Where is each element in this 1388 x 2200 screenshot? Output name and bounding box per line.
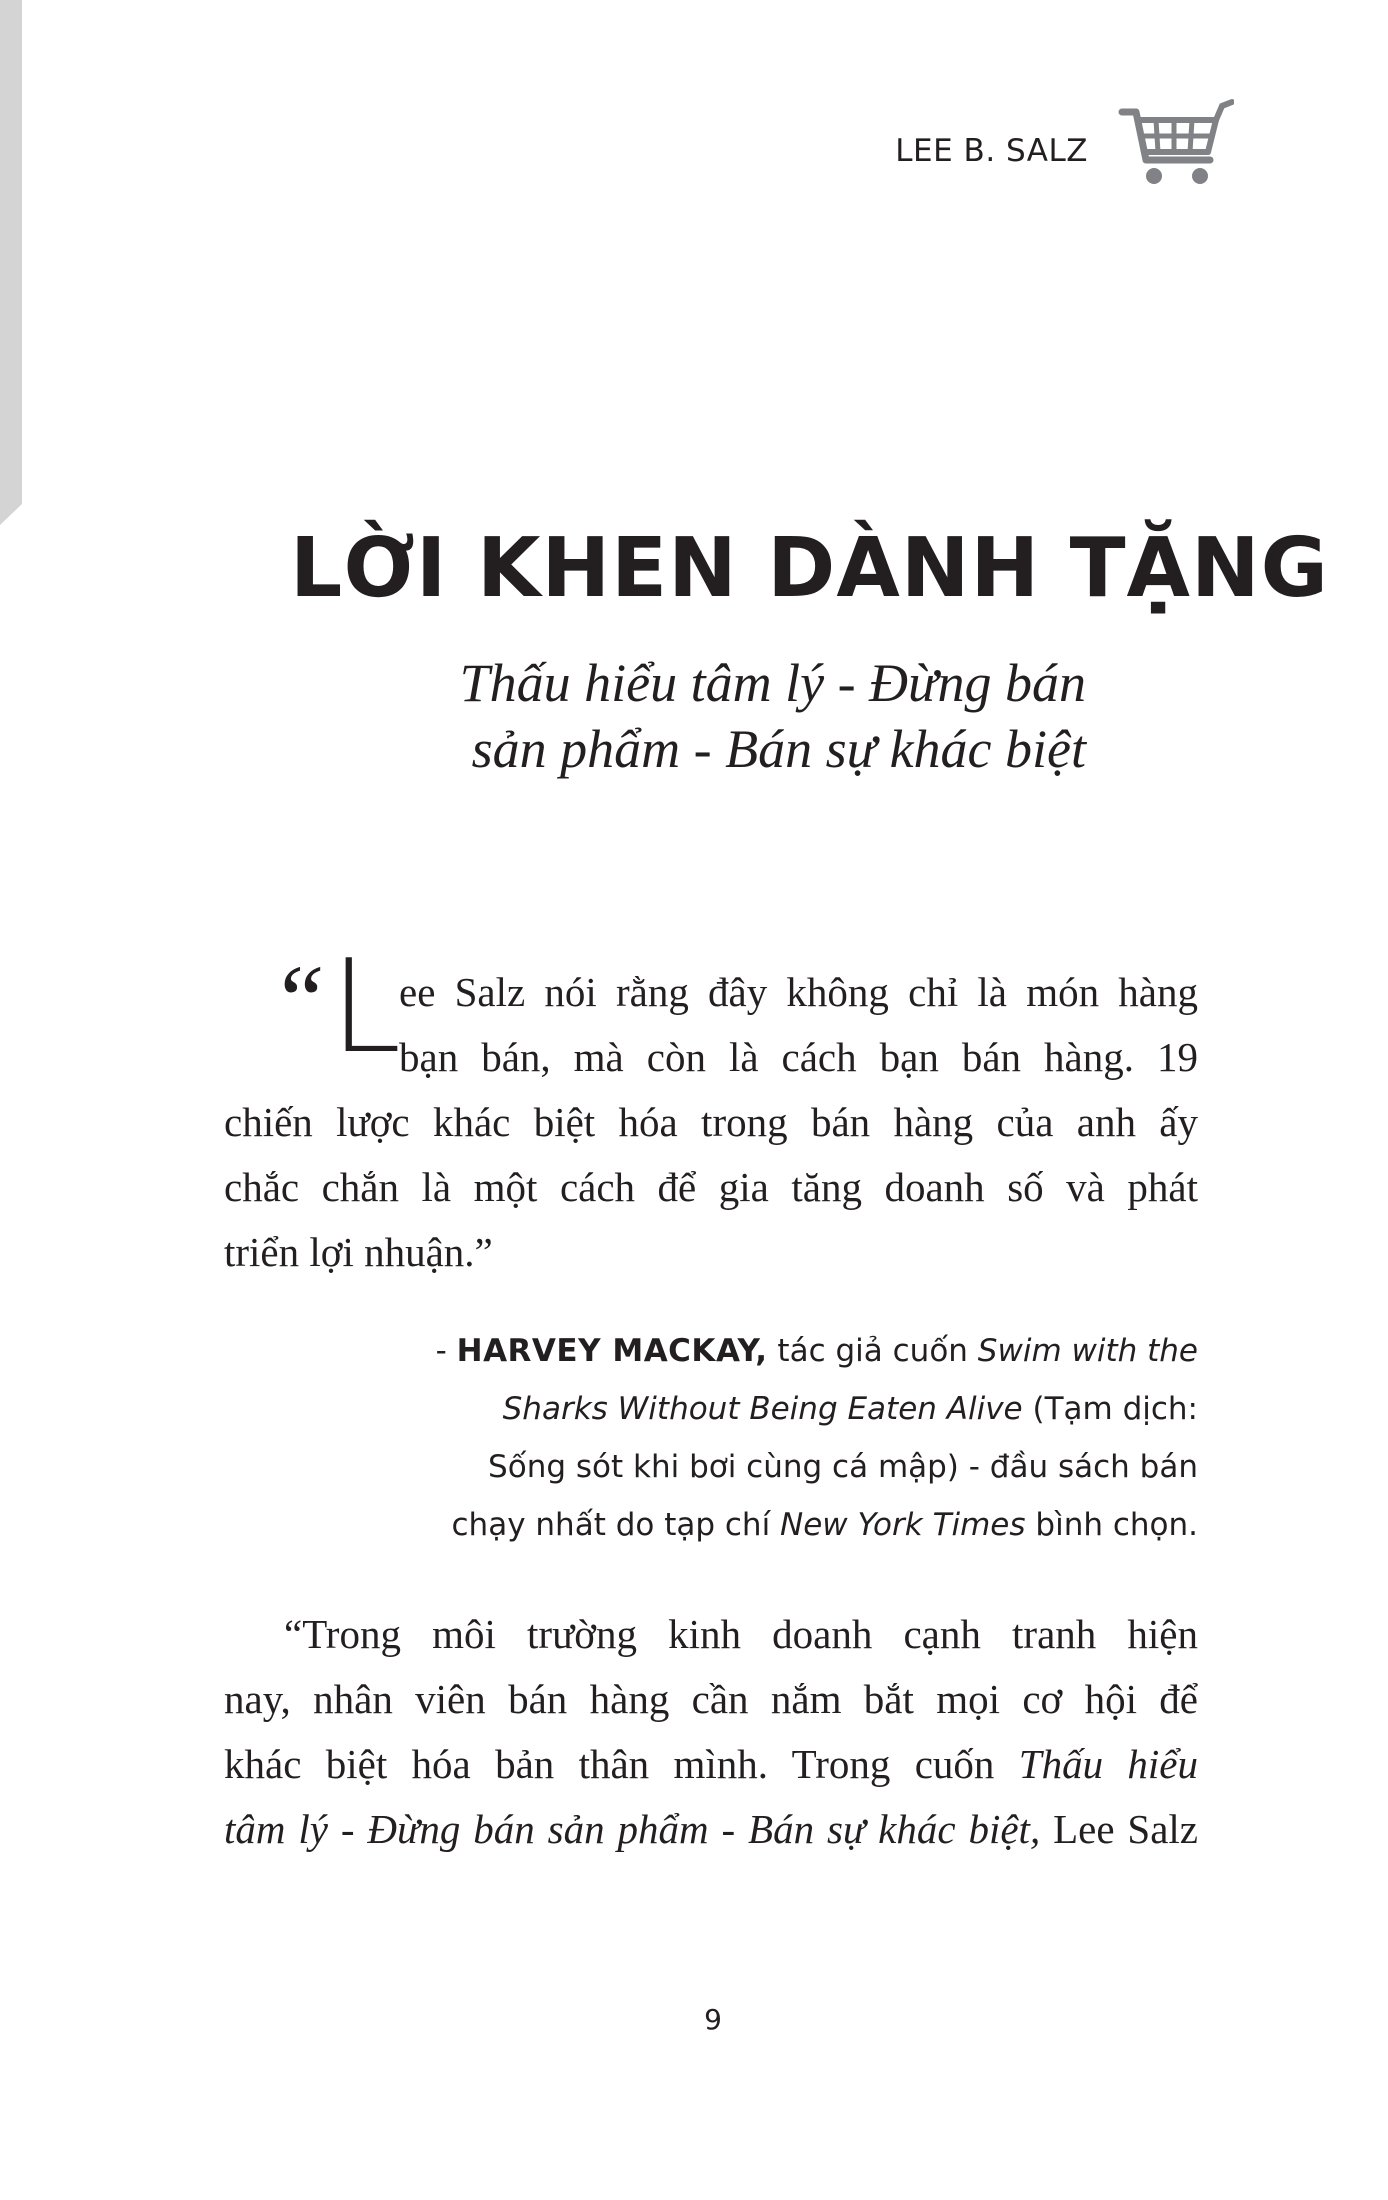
book-title: Thấu hiểu [1018,1741,1198,1787]
page-number: 9 [704,2003,722,2036]
quote-line: tâm lý - Đừng bán sản phẩm - Bán sự khác biệt, Lee Salz [224,1806,1199,1852]
attribution-name: HARVEY MACKAY, [456,1333,768,1369]
testimonial-quote-1 [224,960,1198,1285]
book-title: Sharks Without Being Eaten Alive [502,1391,1023,1427]
attribution-line: Sharks Without Being Eaten Alive (Tạm dịch: [502,1391,1198,1427]
quote-line: triển lợi nhuận.” [224,1229,493,1275]
book-subtitle [300,650,1086,782]
quote-line: khác biệt hóa bản thân mình. Trong cuốn Thấu hiểu [224,1741,1198,1787]
attribution-line: - HARVEY MACKAY, tác giả cuốn Swim with the [435,1333,1198,1369]
testimonial-attribution-1 [300,1322,1198,1554]
opening-quote-mark: “ [270,944,326,1055]
book-title: Swim with the [977,1333,1198,1369]
subtitle-line: Thấu hiểu tâm lý - Đừng bán [459,653,1086,713]
running-header-author: LEE B. SALZ [895,133,1088,169]
publication-name: New York Times [780,1507,1026,1543]
quote-line: chắc chắn là một cách để gia tăng doanh số và phát [224,1164,1198,1210]
quote-line: bạn bán, mà còn là cách bạn bán hàng. 19 [399,1034,1198,1080]
testimonial-quote-2 [224,1602,1198,1862]
attribution-line: chạy nhất do tạp chí New York Times bình chọn. [451,1507,1198,1543]
shopping-cart-icon [1118,98,1234,190]
quote-line: nay, nhân viên bán hàng cần nắm bắt mọi cơ hội để [224,1676,1198,1722]
quote-line: ee Salz nói rằng đây không chỉ là món hàng [399,969,1198,1015]
attribution-line: Sống sót khi bơi cùng cá mập) - đầu sách bán [488,1449,1198,1485]
drop-cap: L [330,933,402,1082]
subtitle-line: sản phẩm - Bán sự khác biệt [471,719,1086,779]
quote-line: chiến lược khác biệt hóa trong bán hàng của anh ấy [224,1099,1198,1145]
book-spine-edge [0,0,22,525]
book-title: tâm lý - Đừng bán sản phẩm - Bán sự khác biệt, [224,1806,1041,1852]
page-title: LỜI KHEN DÀNH TẶNG [290,521,1329,616]
quote-line: “Trong môi trường kinh doanh cạnh tranh hiện [284,1611,1198,1657]
